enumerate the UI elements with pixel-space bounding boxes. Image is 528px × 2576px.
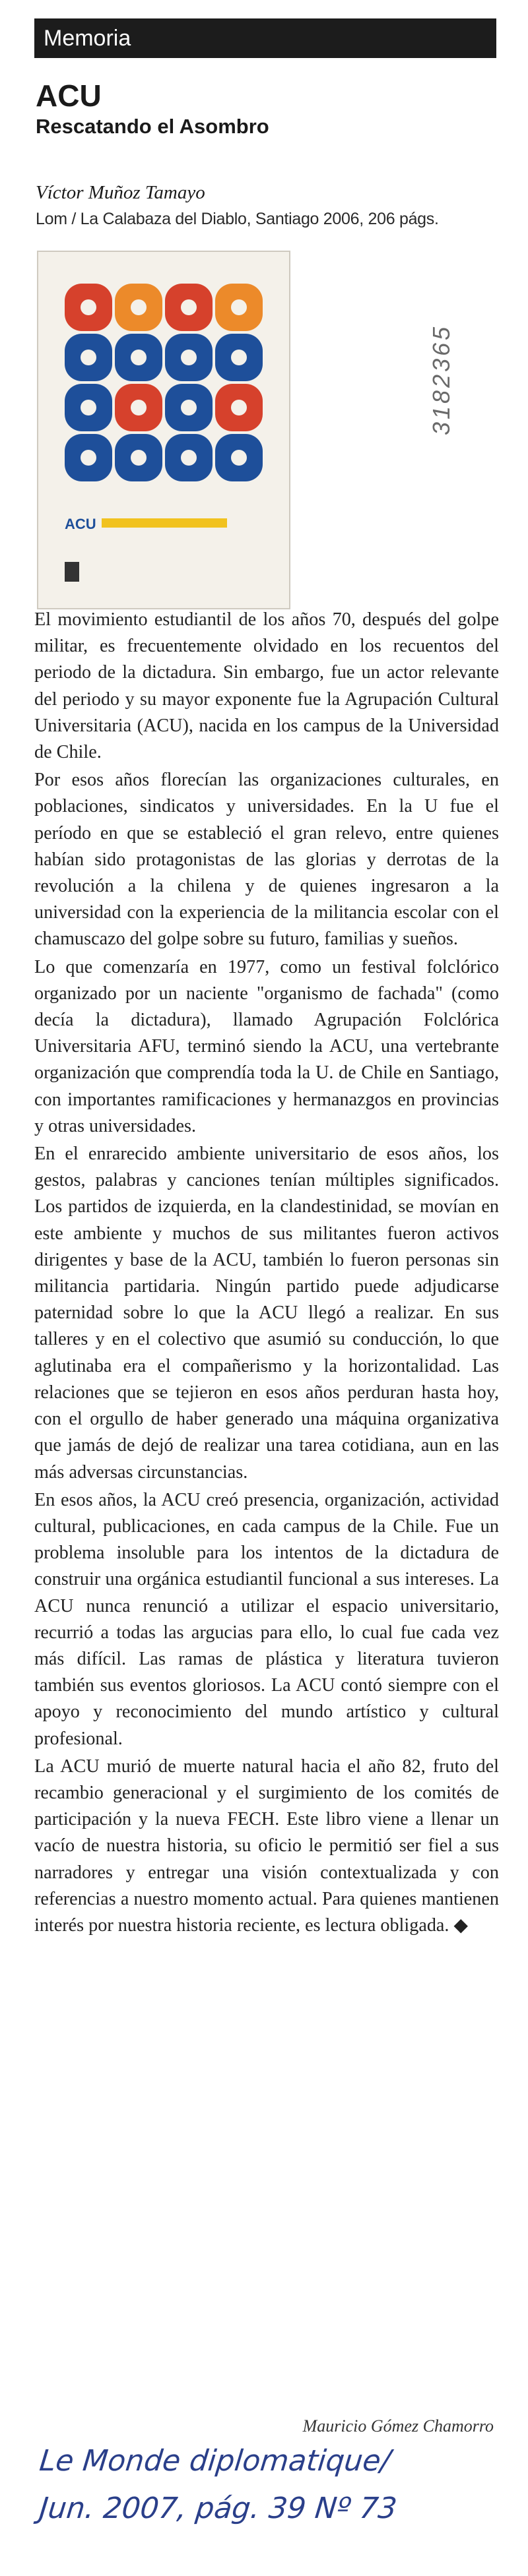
article-paragraph: En esos años, la ACU creó presencia, organización, actividad cultural, publicaciones, en cada campus de la Chile. Fue un problema insoluble para los intentos de la dictadura de construir una orgánica estudiantil funcional a sus intereses. La ACU nunca renunció a utilizar el espacio universitario, recurrió a todas las argucias para ello, lo cual fue cada vez más difícil. Las ramas de plástica y literatura tuvieron también sus eventos gloriosos. La ACU contó siempre con el apoyo y reconocimiento del mundo artístico y cultural profesional. [34,1489,499,1749]
cover-pattern-dot [131,299,147,315]
publisher-logo-icon [65,562,79,582]
cover-pattern-dot [231,350,247,365]
article-subtitle: Rescatando el Asombro [36,115,269,138]
archive-handwritten-number: 3182365 [428,324,455,435]
book-cover-artwork [38,252,289,608]
cover-title-text: ACU [65,516,96,532]
cover-pattern-dot [181,299,197,315]
cover-pattern-dot [81,299,96,315]
cover-pattern-dot [81,350,96,365]
article-paragraph: Por esos años florecían las organizaciones culturales, en poblaciones, sindicatos y universidades. En la U fue el período en que se estableció el gran relevo, entre quienes habían sido protagonistas de las glorias y derrotas de la revolución a la chilena y de quienes ingresaron a la universidad con la experiencia de la militancia escolar con el chamuscazo del golpe sobre su futuro, familias y sueños. [34,770,499,950]
article-paragraph: En el enrarecido ambiente universitario de esos años, los gestos, palabras y canciones tenían múltiples significados. Los partidos de izquierda, en la clandestinidad, se movían en este ambiente y muchos de sus militantes fueron activos dirigentes y base de la ACU, también lo fueron personas sin militancia partidaria. Ningún partido puede adjudicarse paternidad sobre lo que la ACU llegó a realizar. En sus talleres y en el colectivo que asumió su conducción, lo que aglutinaba era el compañerismo y la horizontalidad. Las relaciones que se tejieron en esos años perduran hasta hoy, con el orgullo de haber generado una máquina organizativa que jamás de dejó de realizar una tarea cotidiana, aun en las más adversas circunstancias. [34,1144,499,1483]
cover-pattern-dot [231,400,247,415]
cover-pattern-dot [131,400,147,415]
book-author: Víctor Muñoz Tamayo [36,182,205,203]
cover-pattern-dot [81,450,96,466]
cover-pattern-dot [231,450,247,466]
book-publication-info: Lom / La Calabaza del Diablo, Santiago 2006, 206 págs. [36,210,439,228]
article-title: ACU [36,78,102,113]
section-label: Memoria [34,18,496,58]
cover-pattern-dot [231,299,247,315]
article-body [34,607,499,1940]
cover-pattern-dot [181,450,197,466]
article-paragraph: El movimiento estudiantil de los años 70, después del golpe militar, es frecuentemente olvidado en los recuentos del periodo de la dictadura. Sin embargo, fue un actor relevante del periodo y su mayor exponente fue la Agrupación Cultural Universitaria (ACU), nacida en los campus de la Universidad de Chile. [34,609,499,763]
article-paragraph: La ACU murió de muerte natural hacia el año 82, fruto del recambio generacional y el surgimiento de los comités de participación y la nueva FECH. Este libro viene a llenar un vacío de nuestra historia, su oficio le permitió ser fiel a sus narradores y entregar una visión contextualizada y con referencias a nuestro momento actual. Para quienes mantienen interés por nuestra historia reciente, es lectura obligada. ◆ [34,1756,499,1936]
book-cover-image [37,251,290,609]
article-paragraph: Lo que comenzaría en 1977, como un festival folclórico organizado por un naciente "organismo de fachada" (como decía la dictadura), llamado Agrupación Folclórica Universitaria AFU, terminó siendo la ACU, una vertebrante organización que comprendía toda la U. de Chile en Santiago, con importantes ramificaciones y hermanazgos en provincias y otras universidades. [34,956,499,1136]
cover-pattern-dot [131,450,147,466]
cover-pattern-dot [181,350,197,365]
article-signature: Mauricio Gómez Chamorro [302,2416,494,2436]
handwritten-source-line-1: Le Monde diplomatique/ [38,2444,393,2478]
cover-pattern-dot [131,350,147,365]
cover-subtitle-band [102,518,227,528]
cover-pattern-dot [81,400,96,415]
handwritten-source-line-2: Jun. 2007, pág. 39 Nº 73 [38,2492,399,2525]
cover-pattern-dot [181,400,197,415]
